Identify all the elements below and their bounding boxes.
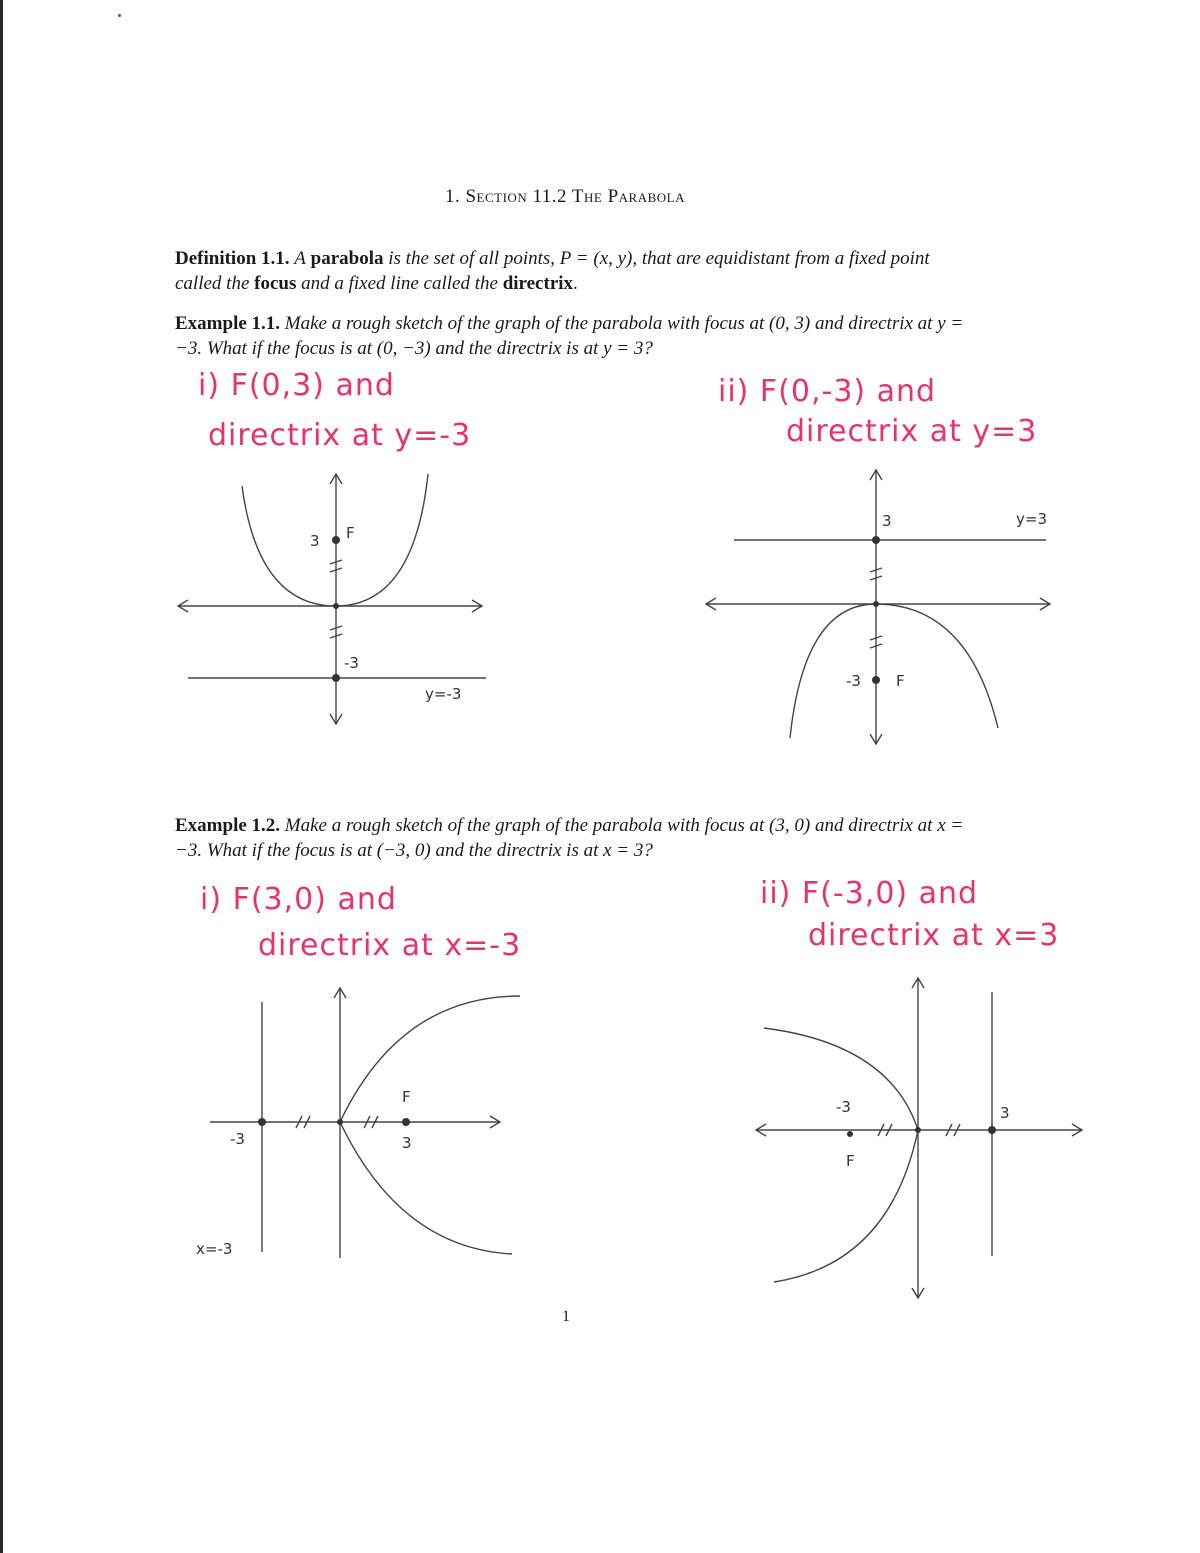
hw-ex2-ii-line1: ii) F(-3,0) and xyxy=(760,876,979,911)
definition-text-b: is the set of all points, P = (x, y), that are equidistant from a fixed point called the xyxy=(175,248,930,294)
section-title: Section 11.2 The Parabola xyxy=(465,186,685,207)
g3-focus-label: F xyxy=(402,1088,411,1106)
graph-4-left-parabola xyxy=(750,974,1090,1304)
g4-focus-point xyxy=(847,1131,853,1137)
g3-directrix-label: x=-3 xyxy=(196,1240,233,1258)
g3-directrix-value-label: -3 xyxy=(230,1130,245,1148)
g3-vertex-point xyxy=(337,1119,343,1125)
graph-3-right-parabola xyxy=(200,982,530,1262)
definition-term: parabola xyxy=(310,248,384,269)
g4-focus-label: F xyxy=(846,1152,855,1170)
definition-focus-term: focus xyxy=(254,273,297,294)
g2-focus-label: F xyxy=(896,672,905,690)
section-heading xyxy=(0,186,1130,208)
page-number: 1 xyxy=(562,1308,570,1325)
g1-focus-label: F xyxy=(346,524,355,542)
hw-ex1-i-line1: i) F(0,3) and xyxy=(198,368,395,403)
example-2-text: Make a rough sketch of the graph of the parabola with focus at (3, 0) and directrix at x = −3. What if the focus is at (−3, 0) and the directrix is at x = 3? xyxy=(175,815,964,861)
section-number: 1. xyxy=(444,186,461,207)
g2-directrix-value-label: 3 xyxy=(882,512,892,530)
g1-directrix-label: y=-3 xyxy=(425,685,462,703)
scan-edge xyxy=(0,0,3,1553)
example-2-paragraph xyxy=(175,813,975,863)
g2-focus-point xyxy=(872,676,880,684)
g3-parabola-curve xyxy=(340,996,520,1254)
g1-directrix-value-label: -3 xyxy=(344,654,359,672)
example-1-text: Make a rough sketch of the graph of the parabola with focus at (0, 3) and directrix at y = −3. What if the focus is at (0, −3) and the directrix is at y = 3? xyxy=(175,313,964,359)
example-1-label: Example 1.1. xyxy=(175,313,281,334)
graph-2-downward-parabola xyxy=(700,466,1060,746)
hw-ex1-ii-line2: directrix at y=3 xyxy=(786,414,1038,449)
hw-ex2-i-line1: i) F(3,0) and xyxy=(200,882,397,917)
g2-directrix-label: y=3 xyxy=(1016,510,1047,528)
g3-focus-point xyxy=(402,1118,410,1126)
g4-directrix-point xyxy=(988,1126,996,1134)
g4-vertex-point xyxy=(915,1127,921,1133)
example-1-paragraph xyxy=(175,311,975,361)
hw-ex1-i-line2: directrix at y=-3 xyxy=(208,418,472,453)
definition-paragraph xyxy=(175,246,975,296)
g3-directrix-point xyxy=(258,1118,266,1126)
g2-parabola-curve xyxy=(790,604,998,738)
g4-parabola-curve xyxy=(764,1028,918,1282)
g2-vertex-point xyxy=(873,601,879,607)
definition-directrix-term: directrix xyxy=(502,273,574,294)
g1-vertex-point xyxy=(333,603,339,609)
g2-directrix-point xyxy=(872,536,880,544)
hw-ex2-ii-line2: directrix at x=3 xyxy=(808,918,1060,953)
definition-text-a: A xyxy=(294,248,306,269)
scan-speck xyxy=(118,14,121,17)
definition-text-end: . xyxy=(573,273,578,294)
g4-directrix-value-label: 3 xyxy=(1000,1104,1010,1122)
g1-directrix-point xyxy=(332,674,340,682)
hw-ex2-i-line2: directrix at x=-3 xyxy=(258,928,522,963)
definition-text-c: and a fixed line called the xyxy=(301,273,498,294)
example-2-label: Example 1.2. xyxy=(175,815,281,836)
g1-focus-point xyxy=(332,536,340,544)
g4-focus-value-label: -3 xyxy=(836,1098,851,1116)
definition-label: Definition 1.1. xyxy=(175,248,290,269)
g2-focus-value-label: -3 xyxy=(846,672,861,690)
g3-focus-value-label: 3 xyxy=(402,1134,412,1152)
hw-ex1-ii-line1: ii) F(0,-3) and xyxy=(718,374,937,409)
g1-focus-value-label: 3 xyxy=(310,532,320,550)
